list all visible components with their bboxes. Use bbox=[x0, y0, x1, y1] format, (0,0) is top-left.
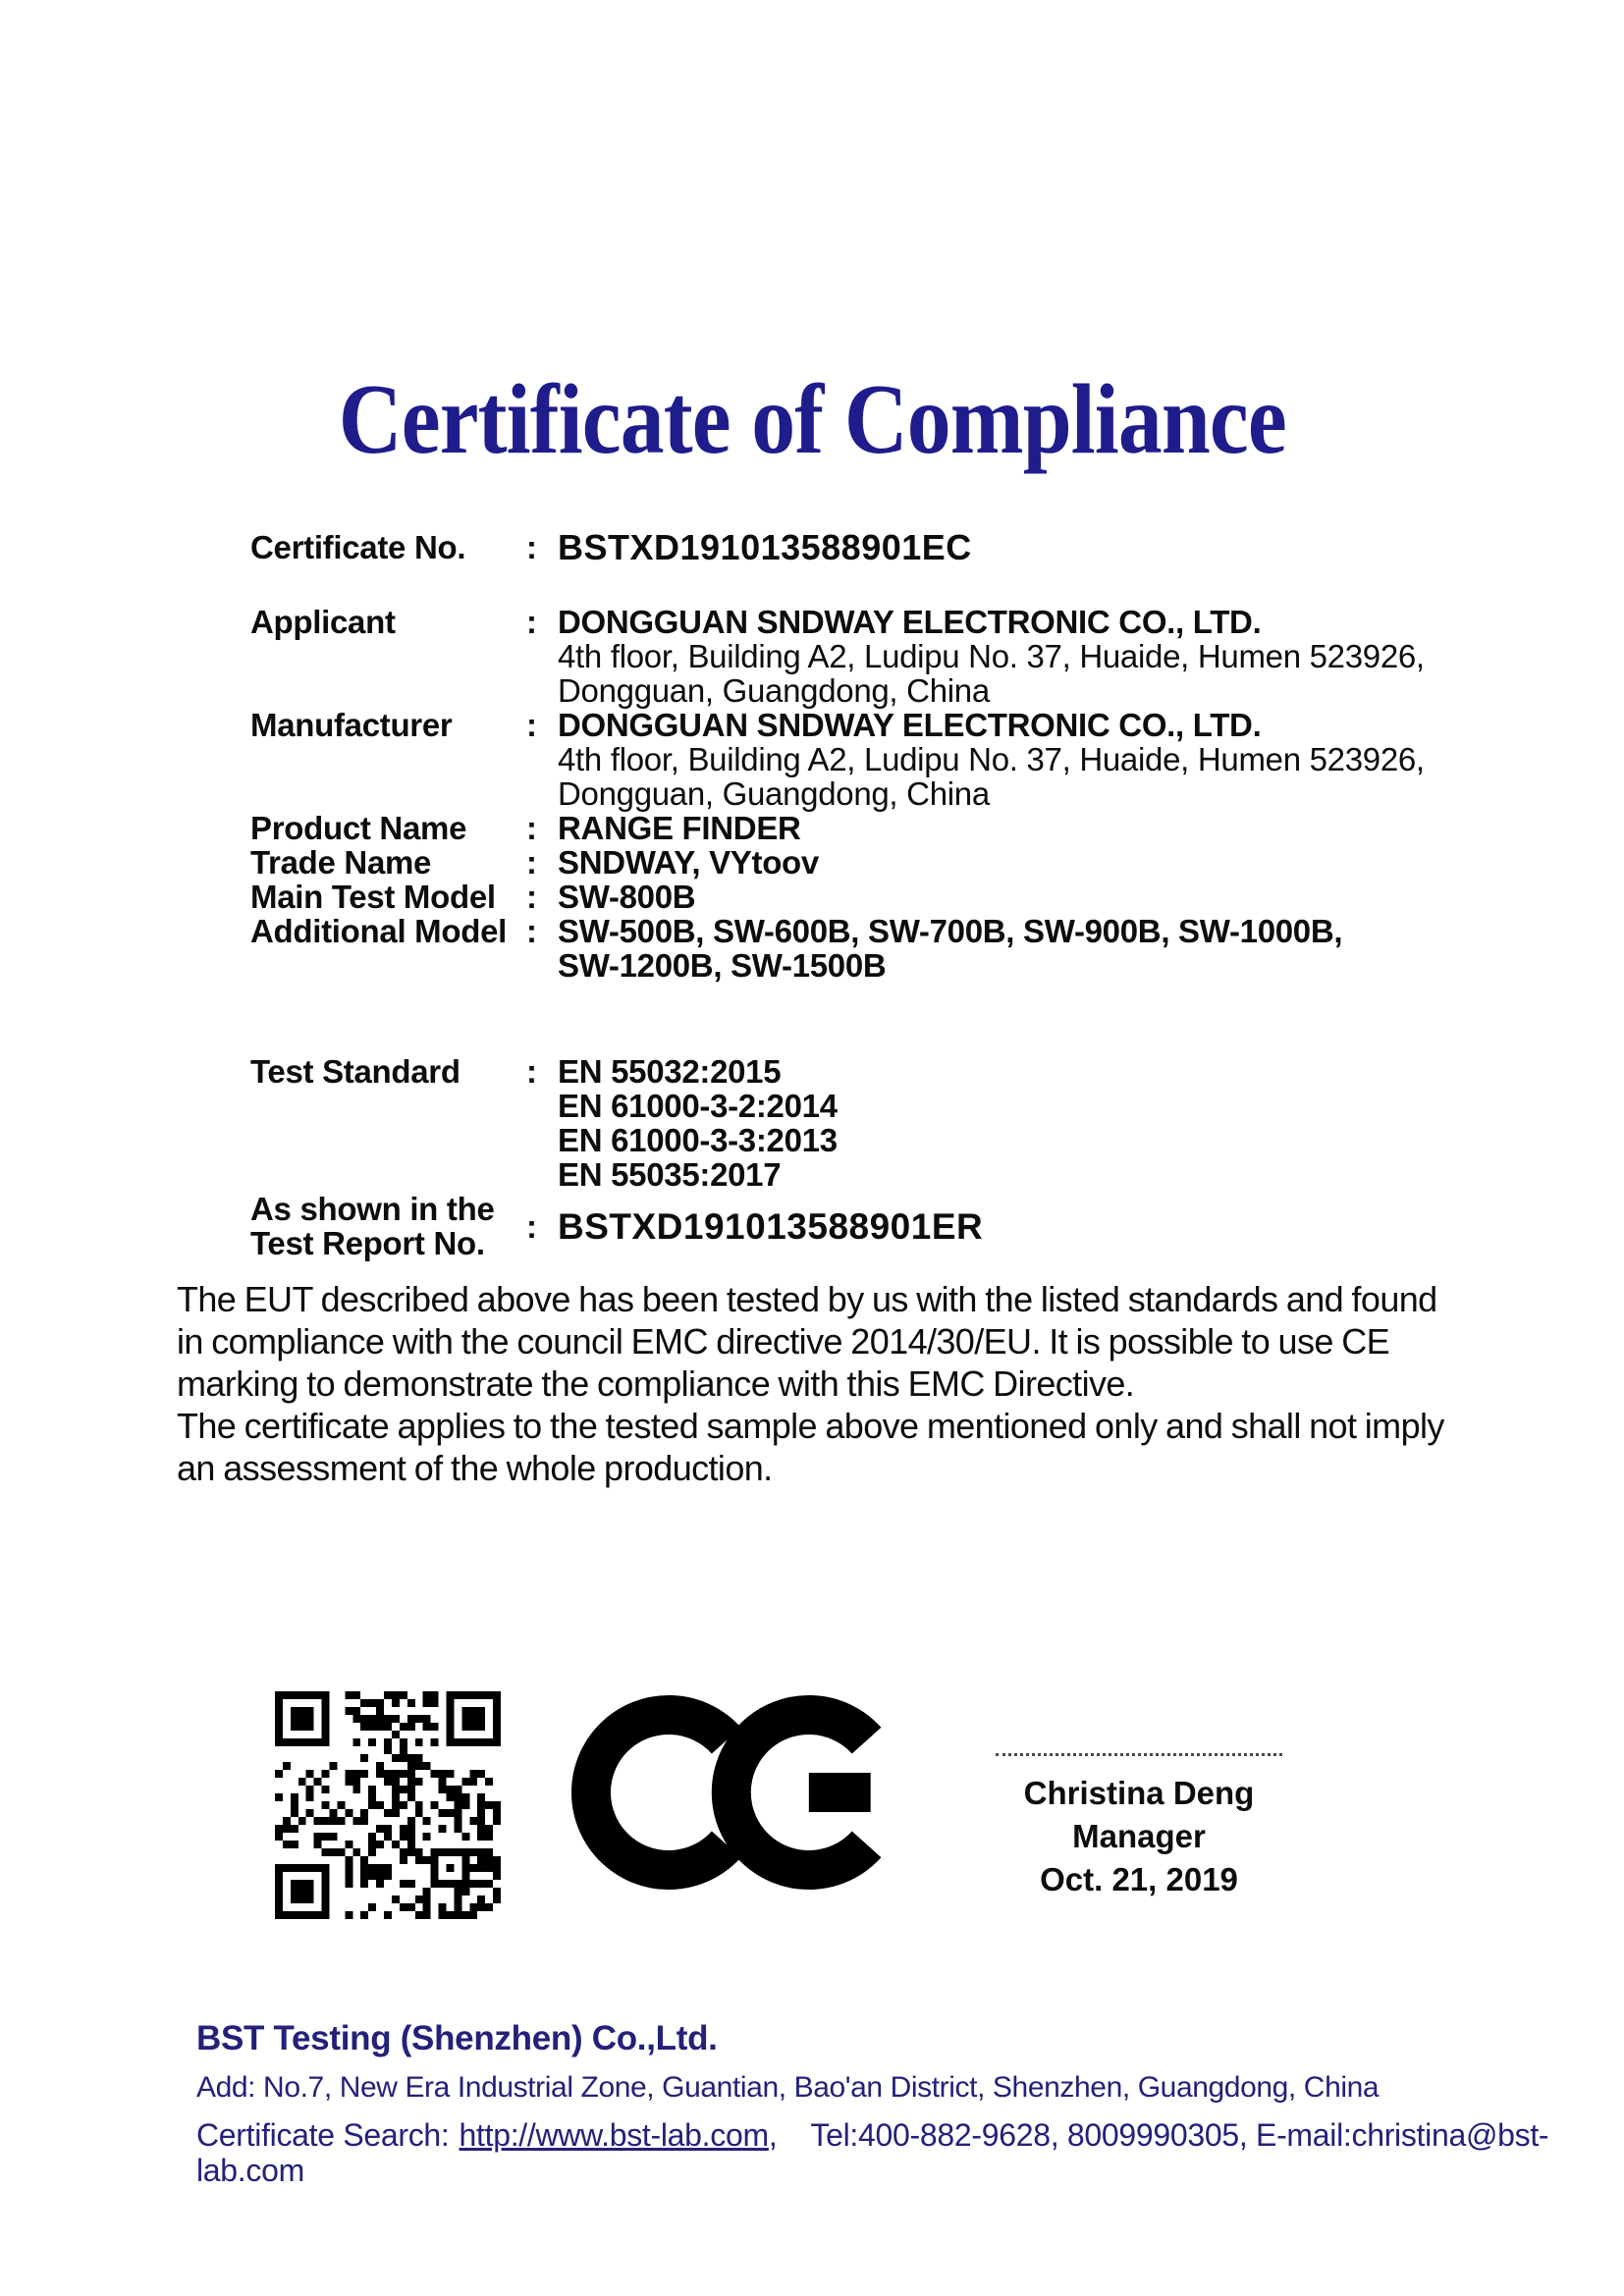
applicant-address-line1: 4th floor, Building A2, Ludipu No. 37, Huaide, Humen 523926, bbox=[558, 638, 1425, 674]
certificate-search-line bbox=[196, 2117, 1624, 2188]
field-label bbox=[250, 1192, 526, 1260]
field-label: Product Name bbox=[250, 810, 467, 846]
signature-dotted-line bbox=[996, 1753, 1282, 1756]
field-row-applicant bbox=[250, 605, 1506, 708]
field-colon: : bbox=[526, 604, 537, 640]
field-colon: : bbox=[526, 1053, 537, 1090]
manufacturer-company: DONGGUAN SNDWAY ELECTRONIC CO., LTD. bbox=[558, 707, 1262, 743]
statement-paragraph-1: The EUT described above has been tested by us with the listed standards and found in compliance with the council EMC directive 2014/30/EU. It is possible to use CE marking to demonstrate the compliance with this EMC Directive. bbox=[177, 1279, 1437, 1404]
field-row-additional-model bbox=[250, 914, 1506, 983]
field-row-product-name bbox=[250, 811, 1506, 845]
signature-block bbox=[972, 1739, 1306, 1901]
lab-address: Add: No.7, New Era Industrial Zone, Guantian, Bao'an District, Shenzhen, Guangdong, China bbox=[196, 2071, 1380, 2104]
product-name-value: RANGE FINDER bbox=[558, 810, 801, 846]
field-row-test-standard bbox=[250, 1054, 1506, 1192]
additional-model-value bbox=[558, 914, 1342, 983]
report-label-line2: Test Report No. bbox=[250, 1225, 485, 1261]
applicant-address-line2: Dongguan, Guangdong, China bbox=[558, 672, 990, 709]
search-suffix: , bbox=[768, 2117, 778, 2153]
lab-company-name: BST Testing (Shenzhen) Co.,Ltd. bbox=[196, 2019, 718, 2057]
page-title-text: Certificate of Compliance bbox=[338, 364, 1286, 475]
test-standard-line2: EN 61000-3-2:2014 bbox=[558, 1088, 838, 1124]
manufacturer-address-line1: 4th floor, Building A2, Ludipu No. 37, Huaide, Humen 523926, bbox=[558, 741, 1425, 777]
field-label: Test Standard bbox=[250, 1053, 460, 1090]
test-standard-value bbox=[558, 1054, 838, 1192]
footer bbox=[196, 2020, 1624, 2188]
field-row-test-report-no bbox=[250, 1192, 1506, 1260]
test-report-number: BSTXD191013588901ER bbox=[558, 1205, 984, 1247]
qr-code-icon bbox=[275, 1691, 501, 1919]
additional-model-line1: SW-500B, SW-600B, SW-700B, SW-900B, SW-1000B, bbox=[558, 913, 1343, 949]
signatory-name: Christina Deng bbox=[1023, 1775, 1255, 1811]
ce-marking-icon bbox=[571, 1694, 884, 1891]
field-label: Trade Name bbox=[250, 844, 432, 881]
main-test-model-value: SW-800B bbox=[558, 879, 696, 915]
field-colon: : bbox=[526, 529, 537, 565]
report-label-line1: As shown in the bbox=[250, 1191, 495, 1227]
field-row-main-test-model bbox=[250, 880, 1506, 914]
lab-contact-info: Tel:400-882-9628, 8009990305, E-mail:christina@bst-lab.com bbox=[196, 2117, 1549, 2188]
applicant-value bbox=[558, 605, 1425, 708]
field-label: Additional Model bbox=[250, 913, 508, 949]
trade-name-value: SNDWAY, VYtoov bbox=[558, 844, 819, 881]
test-standard-line3: EN 61000-3-3:2013 bbox=[558, 1122, 838, 1158]
page-title bbox=[0, 365, 1624, 475]
certificate-number: BSTXD191013588901EC bbox=[558, 527, 972, 567]
manufacturer-address-line2: Dongguan, Guangdong, China bbox=[558, 775, 990, 812]
field-colon: : bbox=[526, 844, 537, 881]
certificate-search-link[interactable]: http://www.bst-lab.com bbox=[459, 2117, 769, 2153]
field-label: Applicant bbox=[250, 604, 396, 640]
manufacturer-value bbox=[558, 708, 1425, 811]
field-row-certificate-no bbox=[250, 527, 1506, 567]
certificate-fields bbox=[250, 527, 1506, 1261]
statement-paragraph-2: The certificate applies to the tested sample above mentioned only and shall not imply an assessment of the whole production. bbox=[177, 1406, 1444, 1488]
additional-model-line2: SW-1200B, SW-1500B bbox=[558, 947, 887, 984]
field-colon: : bbox=[526, 913, 537, 949]
field-colon: : bbox=[526, 810, 537, 846]
field-colon: : bbox=[526, 707, 537, 743]
field-label: Manufacturer bbox=[250, 707, 453, 743]
field-label: Certificate No. bbox=[250, 529, 466, 565]
field-colon: : bbox=[526, 879, 537, 915]
test-standard-line4: EN 55035:2017 bbox=[558, 1156, 782, 1193]
field-row-manufacturer bbox=[250, 708, 1506, 811]
applicant-company: DONGGUAN SNDWAY ELECTRONIC CO., LTD. bbox=[558, 604, 1262, 640]
field-label: Main Test Model bbox=[250, 879, 496, 915]
signatory-role: Manager bbox=[1072, 1818, 1206, 1854]
field-row-trade-name bbox=[250, 845, 1506, 880]
certificate-search-label: Certificate Search: bbox=[196, 2117, 450, 2153]
field-colon: : bbox=[526, 1207, 537, 1245]
statement-text bbox=[177, 1278, 1445, 1489]
signature-date: Oct. 21, 2019 bbox=[1040, 1861, 1238, 1897]
test-standard-line1: EN 55032:2015 bbox=[558, 1053, 782, 1090]
